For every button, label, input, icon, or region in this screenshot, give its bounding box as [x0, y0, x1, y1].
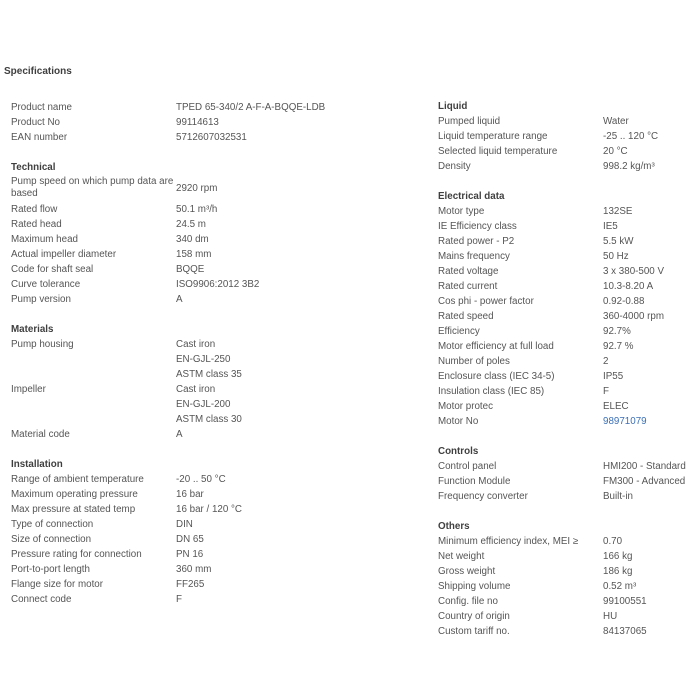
section-title-materials: Materials	[11, 324, 54, 335]
spec-value: 5.5 kW	[603, 236, 634, 247]
spec-value: BQQE	[176, 264, 205, 275]
spec-label: EAN number	[11, 132, 68, 143]
spec-value: A	[176, 429, 183, 440]
spec-value: -25 .. 120 °C	[603, 131, 659, 142]
spec-row	[438, 279, 700, 294]
spec-label: Pump housing	[11, 339, 74, 350]
others-section	[438, 519, 700, 639]
spec-row	[438, 489, 700, 504]
spec-label: Density	[438, 161, 471, 172]
spec-row	[438, 204, 700, 219]
page-title: Specifications	[4, 66, 72, 77]
spec-row	[11, 232, 411, 247]
spec-label: Custom tariff no.	[438, 626, 510, 637]
spec-value: DIN	[176, 519, 193, 530]
spec-label: Cos phi - power factor	[438, 296, 534, 307]
spec-value: 92.7%	[603, 326, 631, 337]
spec-label: Max pressure at stated temp	[11, 504, 136, 515]
spec-row-pump-housing	[11, 337, 411, 382]
spec-row	[438, 384, 700, 399]
spec-value: IE5	[603, 221, 618, 232]
liquid-section	[438, 99, 700, 174]
spec-label: Selected liquid temperature	[438, 146, 558, 157]
spec-row	[11, 487, 411, 502]
installation-section	[11, 457, 411, 607]
spec-row	[438, 399, 700, 414]
spec-label: Net weight	[438, 551, 485, 562]
spec-row	[438, 129, 700, 144]
electrical-section	[438, 189, 700, 429]
spec-label: Efficiency	[438, 326, 480, 337]
spec-label: Rated head	[11, 219, 62, 230]
spec-label: Product No	[11, 117, 61, 128]
spec-value-line: Cast iron	[176, 339, 216, 350]
spec-label: Actual impeller diameter	[11, 249, 117, 260]
spec-value: 92.7 %	[603, 341, 634, 352]
spec-row-motor-no	[438, 414, 700, 429]
spec-value-line: Cast iron	[176, 384, 216, 395]
spec-value: FM300 - Advanced	[603, 476, 686, 487]
controls-section	[438, 444, 700, 504]
spec-label: Connect code	[11, 594, 72, 605]
spec-label: Control panel	[438, 461, 497, 472]
spec-row	[438, 234, 700, 249]
spec-row	[438, 114, 700, 129]
section-title-electrical: Electrical data	[438, 191, 505, 202]
spec-value: IP55	[603, 371, 624, 382]
spec-label: Mains frequency	[438, 251, 510, 262]
spec-value: TPED 65-340/2 A-F-A-BQQE-LDB	[176, 102, 326, 113]
spec-value-line: ASTM class 35	[176, 369, 242, 380]
spec-row	[11, 175, 411, 202]
spec-row	[11, 562, 411, 577]
spec-value: 5712607032531	[176, 132, 247, 143]
spec-label: Function Module	[438, 476, 511, 487]
spec-value: 0.52 m³	[603, 581, 637, 592]
spec-value: 2	[603, 356, 609, 367]
spec-label: Size of connection	[11, 534, 92, 545]
spec-label: Config. file no	[438, 596, 498, 607]
motor-no-link[interactable]: 98971079	[603, 416, 647, 427]
spec-row	[438, 264, 700, 279]
spec-label: Rated current	[438, 281, 498, 292]
spec-value: 10.3-8.20 A	[603, 281, 654, 292]
spec-value-line: ASTM class 30	[176, 414, 242, 425]
spec-row	[438, 144, 700, 159]
spec-label: Gross weight	[438, 566, 496, 577]
spec-row	[11, 472, 411, 487]
spec-row-ean-number	[11, 130, 411, 145]
spec-value: ISO9906:2012 3B2	[176, 279, 260, 290]
spec-label: Pumped liquid	[438, 116, 501, 127]
spec-label: Maximum head	[11, 234, 78, 245]
spec-row	[11, 217, 411, 232]
spec-value-line: EN-GJL-200	[176, 399, 231, 410]
spec-row	[11, 577, 411, 592]
spec-value: DN 65	[176, 534, 204, 545]
spec-label: Product name	[11, 102, 72, 113]
spec-label: Rated power - P2	[438, 236, 515, 247]
spec-value: 166 kg	[603, 551, 633, 562]
spec-label: Flange size for motor	[11, 579, 104, 590]
spec-label: Pump speed on which pump data are based	[11, 176, 174, 199]
spec-label: Insulation class (IEC 85)	[438, 386, 545, 397]
spec-row	[438, 324, 700, 339]
spec-value: 99100551	[603, 596, 647, 607]
materials-section	[11, 322, 411, 442]
spec-value: F	[603, 386, 609, 397]
technical-section	[11, 160, 411, 307]
spec-label: Type of connection	[11, 519, 94, 530]
spec-row	[11, 547, 411, 562]
section-title-technical: Technical	[11, 162, 56, 173]
spec-row	[438, 249, 700, 264]
spec-row-product-name	[11, 100, 411, 115]
section-title-controls: Controls	[438, 446, 479, 457]
spec-row	[438, 579, 700, 594]
spec-value: HU	[603, 611, 618, 622]
spec-label: Rated flow	[11, 204, 58, 215]
spec-label: Frequency converter	[438, 491, 528, 502]
spec-row	[438, 294, 700, 309]
spec-row	[438, 549, 700, 564]
spec-row	[11, 502, 411, 517]
spec-row	[11, 592, 411, 607]
spec-label: Port-to-port length	[11, 564, 90, 575]
spec-value: 0.70	[603, 536, 623, 547]
spec-label: Curve tolerance	[11, 279, 81, 290]
spec-label: Enclosure class (IEC 34-5)	[438, 371, 555, 382]
spec-label: Range of ambient temperature	[11, 474, 144, 485]
spec-label: Minimum efficiency index, MEI ≥	[438, 536, 579, 547]
spec-row	[11, 292, 411, 307]
spec-label: Country of origin	[438, 611, 510, 622]
spec-row	[11, 202, 411, 217]
spec-label: Code for shaft seal	[11, 264, 94, 275]
spec-value: 50.1 m³/h	[176, 204, 218, 215]
spec-row	[438, 564, 700, 579]
spec-row	[438, 219, 700, 234]
spec-row	[11, 517, 411, 532]
section-title-liquid: Liquid	[438, 101, 468, 112]
spec-value: 20 °C	[603, 146, 628, 157]
spec-row-product-no	[11, 115, 411, 130]
spec-label: Maximum operating pressure	[11, 489, 138, 500]
spec-value: 24.5 m	[176, 219, 206, 230]
spec-value: FF265	[176, 579, 205, 590]
spec-row	[438, 459, 700, 474]
spec-value: 132SE	[603, 206, 633, 217]
spec-row-material-code	[11, 427, 411, 442]
spec-row	[438, 609, 700, 624]
spec-label: Motor No	[438, 416, 479, 427]
spec-row	[438, 369, 700, 384]
spec-row-impeller	[11, 382, 411, 427]
spec-row	[438, 594, 700, 609]
spec-row	[11, 532, 411, 547]
spec-row	[438, 309, 700, 324]
spec-row	[438, 159, 700, 174]
spec-label: Pressure rating for connection	[11, 549, 142, 560]
spec-value: ELEC	[603, 401, 629, 412]
spec-value: A	[176, 294, 183, 305]
spec-row	[438, 534, 700, 549]
general-section	[11, 100, 411, 145]
spec-value: 186 kg	[603, 566, 633, 577]
spec-label: IE Efficiency class	[438, 221, 517, 232]
spec-label: Motor type	[438, 206, 485, 217]
section-title-installation: Installation	[11, 459, 63, 470]
spec-label: Impeller	[11, 384, 46, 395]
spec-value: 50 Hz	[603, 251, 629, 262]
spec-value	[176, 337, 411, 382]
spec-value: F	[176, 594, 182, 605]
spec-label: Motor protec	[438, 401, 493, 412]
spec-label: Number of poles	[438, 356, 510, 367]
spec-row	[11, 262, 411, 277]
spec-value	[176, 382, 411, 427]
spec-label: Material code	[11, 429, 70, 440]
spec-row	[438, 339, 700, 354]
spec-value: 360-4000 rpm	[603, 311, 664, 322]
spec-value	[603, 414, 700, 429]
spec-value: 340 dm	[176, 234, 209, 245]
right-spec-column	[438, 99, 700, 654]
spec-value: 2920 rpm	[176, 183, 218, 194]
spec-value: 99114613	[176, 117, 219, 128]
spec-label: Rated voltage	[438, 266, 499, 277]
spec-value: Water	[603, 116, 629, 127]
spec-label: Rated speed	[438, 311, 494, 322]
spec-row	[11, 277, 411, 292]
spec-value: 16 bar / 120 °C	[176, 504, 243, 515]
spec-value: 998.2 kg/m³	[603, 161, 655, 172]
spec-value: Built-in	[603, 491, 633, 502]
section-title-others: Others	[438, 521, 470, 532]
spec-label: Shipping volume	[438, 581, 511, 592]
spec-row	[438, 354, 700, 369]
spec-value: 360 mm	[176, 564, 212, 575]
spec-value: 0.92-0.88	[603, 296, 645, 307]
spec-row	[438, 474, 700, 489]
spec-value: 3 x 380-500 V	[603, 266, 665, 277]
spec-value-line: EN-GJL-250	[176, 354, 231, 365]
left-spec-column	[11, 100, 411, 622]
spec-label: Liquid temperature range	[438, 131, 548, 142]
spec-value: 16 bar	[176, 489, 204, 500]
spec-value: PN 16	[176, 549, 204, 560]
spec-value: -20 .. 50 °C	[176, 474, 226, 485]
spec-value: HMI200 - Standard	[603, 461, 686, 472]
spec-row	[11, 247, 411, 262]
spec-row	[438, 624, 700, 639]
spec-label: Pump version	[11, 294, 71, 305]
spec-value: 84137065	[603, 626, 647, 637]
spec-value: 158 mm	[176, 249, 212, 260]
spec-label: Motor efficiency at full load	[438, 341, 554, 352]
